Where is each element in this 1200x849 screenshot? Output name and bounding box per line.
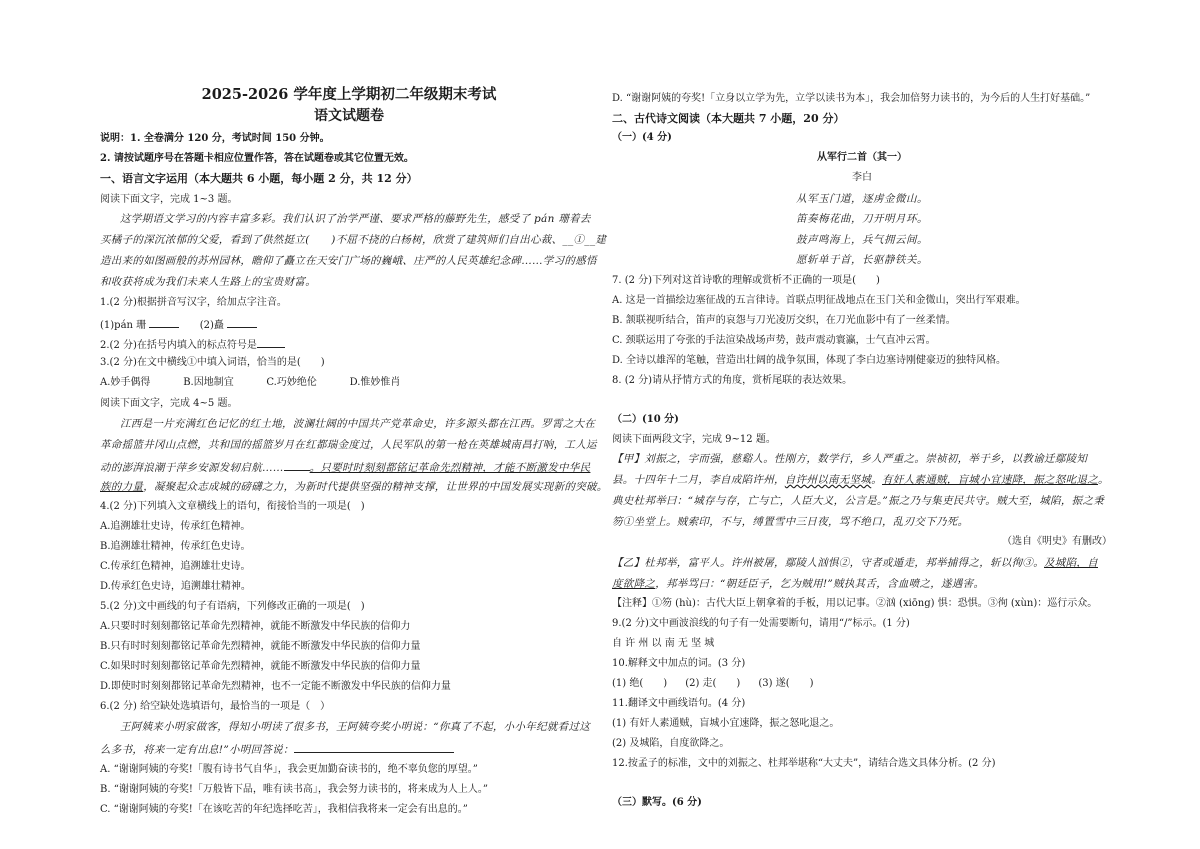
exam-title: 2025-2026 学年度上学期初二年级期末考试 — [201, 86, 497, 103]
option-a: A. “谢谢阿姨的夸奖!「腹有诗书气自华」，我会更加勤奋读书的，绝不辜负您的厚望。” — [100, 764, 478, 775]
passage-yi-text: ，邦举骂曰：“朝廷臣子，乞为贼用!”贼执其舌，含血喷之，遂遇害。 — [655, 578, 985, 590]
question-6: 6.(2 分) 给空缺处选填语句，最恰当的一项是（ ） — [100, 701, 331, 712]
passage-2-text: 动的澎湃浪潮于萍乡安源发轫启航…… — [100, 462, 284, 474]
option-c: C. “谢谢阿姨的夸奖!「在该吃苦的年纪选择吃苦」，我相信我将来一定会有出息的。” — [100, 804, 468, 815]
passage-yi-line — [612, 557, 1098, 570]
underlined-sentence: 。只要时时刻刻都铭记革命先烈精神，才能不断激发中华民 — [309, 462, 591, 474]
answer-blank[interactable] — [284, 460, 310, 471]
passage-2-line — [100, 481, 608, 494]
answer-blank[interactable] — [149, 317, 179, 328]
option-b: B. 颔联视听结合，笛声的哀怨与刀光凌厉交织，在刀光血影中有了一丝柔情。 — [612, 315, 956, 326]
passage-2-line — [100, 460, 590, 475]
option-c: C.巧妙绝伦 — [266, 377, 317, 388]
option-b: B.只有时时刻刻都铭记革命先烈精神，就能不断激发中华民族的信仰力量 — [100, 641, 421, 652]
question-3: 3.(2 分)在文中横线①中填入词语，恰当的是( ) — [100, 357, 325, 368]
passage-jia-text: 县。十四年十二月，李自成陷许州， — [612, 474, 785, 486]
question-12: 12.按孟子的标准，文中的刘振之、杜邦举堪称“大丈夫”，请结合选文具体分析。(2 分) — [612, 758, 996, 769]
option-b: B.追溯雄壮精神，传承红色史诗。 — [100, 541, 251, 552]
question-1: 1.(2 分)根据拼音写汉字，给加点字注音。 — [100, 297, 287, 308]
exam-subtitle: 语文试题卷 — [314, 108, 384, 124]
answer-blank[interactable] — [294, 742, 454, 753]
answer-blank[interactable] — [227, 317, 257, 328]
annotations: 【注释】①笏 (hù)：古代大臣上朝拿着的手板，用以记事。②汹 (xiōng) 惧：恐惧。③徇 (xùn)：巡行示众。 — [612, 598, 1098, 609]
reading-prompt-3: 阅读下面两段文字，完成 9~12 题。 — [612, 434, 776, 445]
part-3-heading: （三）默写。(6 分) — [612, 797, 702, 808]
question-1-item-a: (1)pán 珊 — [100, 320, 147, 331]
question-9: 9.(2 分)文中画波浪线的句子有一处需要断句，请用“/”标示。(1 分) — [612, 618, 910, 629]
passage-2-line: 革命摇篮井冈山点燃，共和国的摇篮岁月在红都瑞金度过，人民军队的第一枪在英雄城南昌打响，工人运 — [100, 439, 597, 451]
passage-jia-text: 。 — [871, 474, 883, 486]
poem-title: 从军行二首（其一） — [817, 152, 907, 163]
question-6-stem-text: 么多书，将来一定有出息!”小明回答说： — [100, 744, 294, 756]
underlined-sentence: 族的力量 — [100, 481, 144, 493]
passage-1-line: 买橘子的深沉浓郁的父爱，看到了供然挺立( )不屈不挠的白杨树，欣赏了建筑师们自出心裁、__①__建 — [100, 234, 607, 246]
option-b: B. “谢谢阿姨的夸奖!「万般皆下品，唯有读书高」，我会努力读书的，将来成为人上人。” — [100, 784, 488, 795]
section-1-heading: 一、语言文字运用（本大题共 6 小题，每小题 2 分，共 12 分） — [100, 172, 418, 185]
question-11: 11.翻译文中画线语句。(4 分) — [612, 698, 746, 709]
reading-prompt-2: 阅读下面文字，完成 4~5 题。 — [100, 398, 238, 409]
option-a: A.妙手偶得 — [100, 377, 151, 388]
answer-blank[interactable] — [257, 337, 285, 348]
option-c: C.如果时时刻刻都铭记革命先烈精神，就能不断激发中华民族的信仰力量 — [100, 661, 421, 672]
poem-author: 李白 — [852, 172, 872, 183]
passage-jia-line: 笏①坐堂上。贼索印，不与，缚置雪中三日夜，骂不绝口，乱刃交下乃死。 — [612, 516, 969, 528]
poem-line: 愿斩单于首，长驱静铁关。 — [796, 254, 928, 266]
passage-1-line: 造出来的如图画般的苏州园林，瞻仰了矗立在天安门广场的巍峨、庄严的人民英雄纪念碑……学习的感悟 — [100, 255, 597, 267]
passage-yi-text: 【乙】杜邦举，富平人。许州被屠，鄢陵人汹惧②，守者或遁走，邦举捕得之，斩以徇③。 — [612, 557, 1044, 569]
question-2 — [100, 337, 285, 353]
question-2-text: 2.(2 分)在括号内填入的标点符号是 — [100, 340, 257, 351]
underlined-sentence: 有奸人素通贼，盲城小宜速降，振之怒叱退之 — [882, 474, 1099, 486]
passage-yi-line — [612, 578, 984, 591]
question-8: 8. (2 分)请从抒情方式的角度，赏析尾联的表达效果。 — [612, 375, 853, 386]
question-4: 4.(2 分)下列填入文章横线上的语句，衔接恰当的一项是( ) — [100, 501, 365, 512]
option-d: D.惟妙惟肖 — [349, 377, 401, 388]
poem-line: 鼓声鸣海上，兵气拥云间。 — [796, 234, 928, 246]
question-10: 10.解释文中加点的词。(3 分) — [612, 658, 746, 669]
option-a: A.追溯雄壮史诗，传承红色精神。 — [100, 521, 251, 532]
passage-1-line: 这学期语文学习的内容丰富多彩。我们认识了治学严谨、要求严格的藤野先生，感受了 pán 珊着去 — [120, 213, 591, 225]
option-d: D. 全诗以雄浑的笔触，营造出壮阔的战争氛围，体现了李白边塞诗刚健豪迈的独特风格。 — [612, 355, 1007, 366]
part-2-heading: （二）(10 分) — [612, 414, 679, 425]
option-a: A.只要时时刻刻都铭记革命先烈精神，就能不断激发中华民族的信仰力 — [100, 621, 411, 632]
option-a: A. 这是一首描绘边塞征战的五言律诗。首联点明征战地点在玉门关和金微山，突出行军艰难。 — [612, 295, 1026, 306]
instructions-2: 2. 请按试题序号在答题卡相应位置作答，答在试题卷或其它位置无效。 — [100, 153, 414, 164]
option-c: C.传承红色精神，追溯雄壮史诗。 — [100, 561, 251, 572]
question-7: 7. (2 分)下列对这首诗歌的理解或赏析不正确的一项是( ) — [612, 275, 880, 286]
section-2-heading: 二、古代诗文阅读（本大题共 7 小题，20 分） — [612, 112, 845, 125]
underlined-sentence: 度欲降之 — [612, 578, 656, 590]
question-9-sentence: 自 许 州 以 南 无 坚 城 — [612, 638, 715, 649]
option-d: D. “谢谢阿姨的夸奖!「立身以立学为先，立学以读书为本」，我会加倍努力读书的，为今后的人生打好基础。” — [612, 93, 1091, 104]
question-11-item: (2) 及城陷，自度欲降之。 — [612, 738, 730, 749]
reading-prompt-1: 阅读下面文字，完成 1~3 题。 — [100, 194, 238, 205]
passage-jia-line: 【甲】刘振之，字而强，慈谿人。性刚方，数学行，乡人严重之。崇祯初，举于乡，以教谕迁鄢陵知 — [612, 453, 1088, 465]
passage-2-text: ，凝聚起众志成城的磅礴之力，为新时代提供坚强的精神支撑，让世界的中国发展实现新的突破。 — [143, 481, 608, 493]
passage-1-line: 和收获将成为我们未来人生路上的宝贵财富。 — [100, 276, 316, 288]
passage-jia-line: 典史杜邦举曰：“城存与存，亡与亡，人臣大义，公言是。”振之乃与集吏民共守。贼大至，城陷，振之秉 — [612, 495, 1105, 507]
poem-line: 笛奏梅花曲，刀开明月环。 — [796, 213, 928, 225]
question-1-item-b: (2)矗 — [199, 320, 224, 331]
question-5: 5.(2 分)文中画线的句子有语病，下列修改正确的一项是( ) — [100, 601, 365, 612]
option-d: D.传承红色史诗，追溯雄壮精神。 — [100, 581, 251, 592]
question-3-options — [100, 377, 430, 390]
question-6-stem: 王阿姨来小明家做客，得知小明读了很多书，王阿姨夸奖小明说：“你真了不起，小小年纪就看过这 — [120, 721, 591, 733]
passage-2-line: 江西是一片充满红色记忆的红土地，波澜壮阔的中国共产党革命史，许多源头都在江西。罗霄之大在 — [120, 418, 596, 430]
instructions-1: 说明：1. 全卷满分 120 分，考试时间 150 分钟。 — [100, 133, 330, 144]
question-10-item: (1) 绝( ) — [612, 678, 668, 689]
passage-source: （选自《明史》有删改） — [1002, 536, 1112, 547]
passage-jia-line — [612, 474, 1109, 487]
part-1-heading: （一）(4 分) — [612, 132, 672, 143]
question-1-items — [100, 317, 257, 333]
underlined-sentence: 及城陷，自 — [1044, 557, 1098, 569]
question-11-item: (1) 有奸人素通贼，盲城小宜速降，振之怒叱退之。 — [612, 718, 840, 729]
question-10-items — [612, 678, 828, 691]
poem-line: 从军玉门道，逐虏金微山。 — [796, 193, 928, 205]
question-10-item: (2) 走( ) — [685, 678, 741, 689]
option-b: B.因地制宜 — [183, 377, 234, 388]
wavy-underlined-sentence: 自许州以南无坚城 — [784, 474, 872, 486]
question-6-stem — [100, 742, 454, 757]
option-c: C. 颈联运用了夸张的手法渲染战场声势，鼓声震动寰瀛，士气直冲云霄。 — [612, 335, 936, 346]
passage-jia-text: 。 — [1098, 474, 1109, 486]
question-10-item: (3) 遂( ) — [758, 678, 814, 689]
option-d: D.即使时时刻刻都铭记革命先烈精神，也不一定能不断激发中华民族的信仰力量 — [100, 681, 451, 692]
